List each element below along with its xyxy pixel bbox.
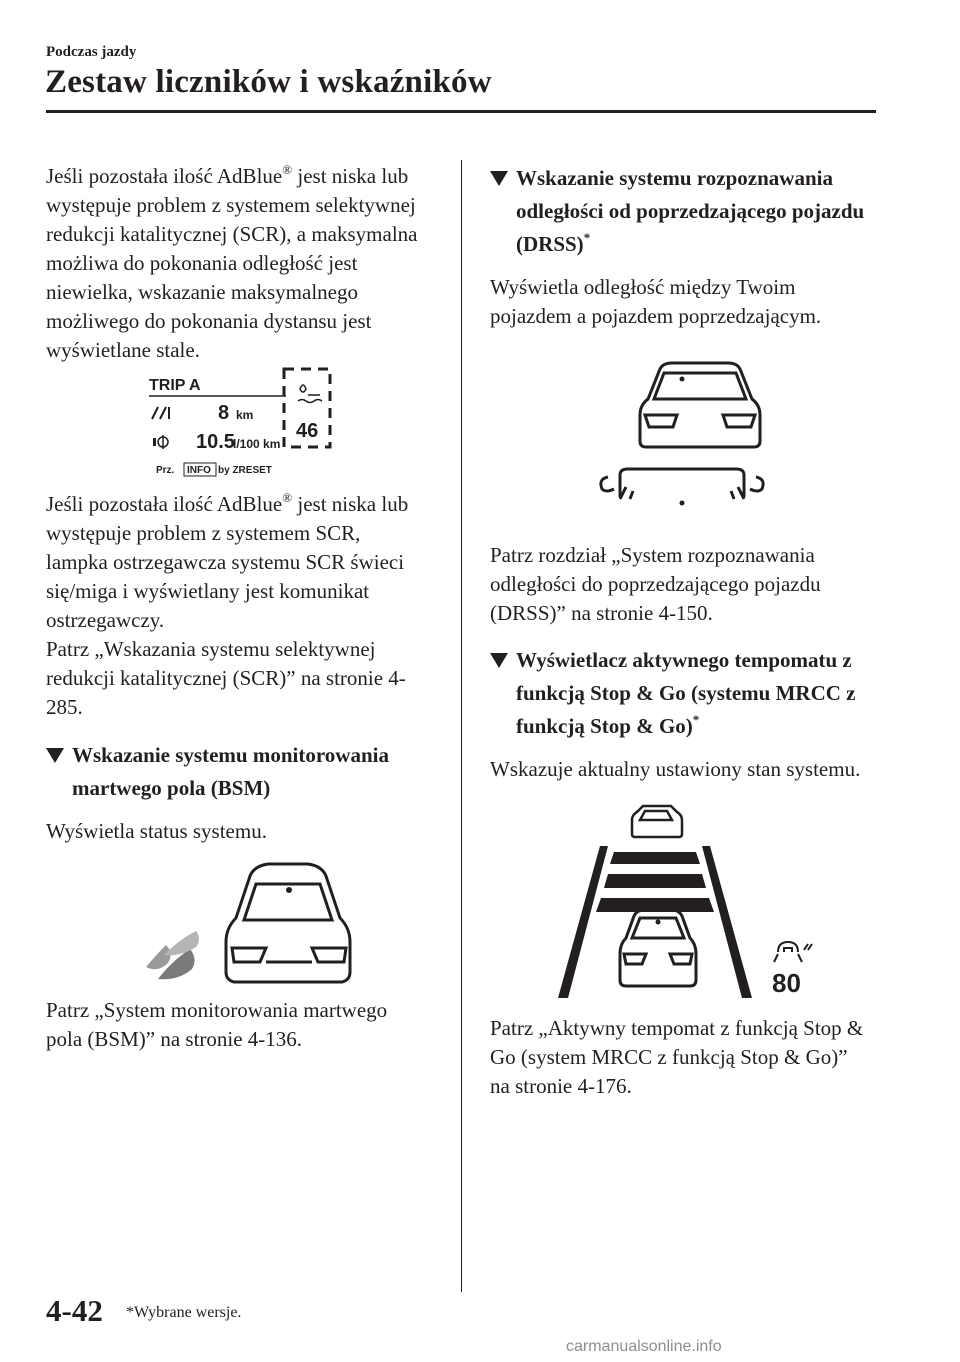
preceding-vehicle-icon	[632, 806, 682, 837]
mrcc-status-icon	[774, 942, 812, 962]
section-bullet-icon	[46, 748, 64, 763]
footnote: *Wybrane wersje.	[126, 1304, 242, 1321]
drss-text: Wyświetla odległość między Twoim pojazdem a pojazdem poprzedzającym.	[490, 275, 822, 328]
trip-distance-value: 8	[218, 402, 230, 424]
trip-distance-unit: km	[236, 408, 254, 422]
car-emblem	[286, 887, 292, 893]
adblue-icon	[298, 385, 322, 403]
mrcc-text: Wskazuje aktualny ustawiony stan systemu.	[490, 757, 861, 781]
drss-reference: Patrz rozdział „System rozpoznawania odległości do poprzedzającego pojazdu (DRSS)” na stronie 4-150.	[490, 543, 821, 625]
trip-title: TRIP A	[149, 377, 201, 394]
mrcc-figure	[490, 802, 865, 1002]
watermark: carmanualsonline.info	[566, 1338, 722, 1355]
page-title: Zestaw liczników i wskaźników	[45, 64, 492, 100]
scr-reference: Patrz „Wskazania systemu selektywnej redukcji katalitycznej (SCR)” na stronie 4-285.	[46, 637, 406, 719]
own-vehicle-hood-icon	[601, 469, 763, 499]
following-distance-bars	[596, 852, 714, 912]
trip-consumption-value: 10.5	[196, 431, 235, 453]
trip-display-figure	[46, 365, 421, 477]
adblue-warning-paragraph: Jeśli pozostała ilość AdBlue® jest niska lub występuje problem z systemem SCR, lampka ostrzegawcza systemu SCR świeci się/miga i wyświetlany jest komunikat ostrzegawczy.	[46, 490, 409, 632]
section-label: Podczas jazdy	[46, 44, 137, 60]
bsm-figure	[46, 860, 421, 990]
trip-consumption-unit: l/100 km	[233, 437, 281, 451]
mrcc-heading: Wyświetlacz aktywnego tempomatu z funkcją Stop & Go (systemu MRCC z funkcją Stop & Go)*	[490, 644, 865, 743]
right-column	[490, 162, 865, 1101]
bsm-reference: Patrz „System monitorowania martwego pola (BSM)” na stronie 4-136.	[46, 998, 388, 1051]
adblue-range-value: 46	[296, 420, 319, 442]
section-bullet-icon	[490, 171, 508, 186]
car-rear-icon	[226, 864, 350, 982]
reset-info-button: INFO	[187, 465, 211, 476]
page-number: 4-42	[46, 1293, 103, 1328]
drss-figure	[490, 331, 865, 527]
title-rule	[46, 110, 876, 113]
left-column	[46, 162, 421, 1054]
column-divider	[461, 160, 462, 1292]
bsm-text: Wyświetla status systemu.	[46, 819, 267, 843]
mrcc-reference: Patrz „Aktywny tempomat z funkcją Stop & Go (system MRCC z funkcją Stop & Go)” na stronie 4-176.	[490, 1016, 864, 1098]
fuel-consumption-icon	[153, 435, 168, 449]
trip-distance-icon	[152, 407, 169, 419]
bsm-heading: Wskazanie systemu monitorowania martwego pola (BSM)	[46, 739, 421, 805]
lane-lines	[558, 846, 752, 998]
section-bullet-icon	[490, 653, 508, 668]
reset-prefix: Prz.	[156, 465, 175, 476]
preceding-vehicle-icon	[640, 363, 760, 447]
drss-heading: Wskazanie systemu rozpoznawania odległości od poprzedzającego pojazdu (DRSS)*	[490, 162, 865, 261]
adblue-range-paragraph: Jeśli pozostała ilość AdBlue® jest niska lub występuje problem z systemem selektywnej redukcji katalitycznej (SCR), a maksymalna możliwa do pokonania odległość jest niewielka, wskazanie maksymalnego możliwego do pokonania dystansu jest wyświetlane stale.	[46, 162, 418, 362]
mrcc-set-speed: 80	[772, 968, 801, 998]
blind-spot-wave-icon	[146, 931, 199, 979]
reset-suffix: by ZRESET	[218, 465, 272, 476]
